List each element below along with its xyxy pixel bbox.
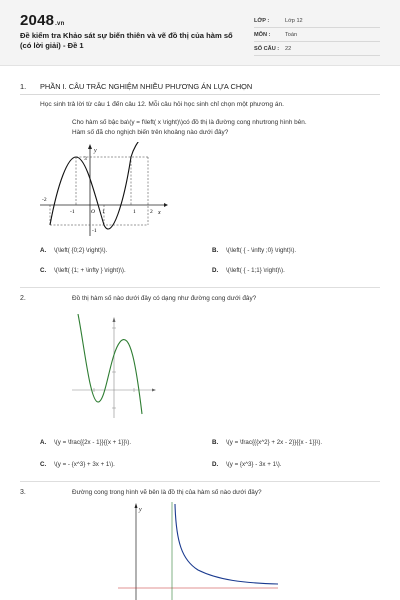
y-axis-arrow xyxy=(135,503,138,508)
cubic-curve xyxy=(78,314,142,414)
option-a[interactable] xyxy=(40,247,107,254)
y-axis-arrow xyxy=(113,317,116,322)
site-logo[interactable] xyxy=(20,12,64,29)
meta-key: SỐ CÂU : xyxy=(254,46,280,52)
question-3-text xyxy=(72,488,262,498)
question-2-graph xyxy=(72,314,156,420)
meta-value: Toán xyxy=(285,32,298,38)
question-line: Hàm số đã cho nghịch biến trên khoảng nào dưới đây? xyxy=(72,129,229,136)
label-origin: O xyxy=(91,209,95,215)
option-text: \(\left( {0;2} \right)\). xyxy=(54,247,108,254)
hyperbola-branch xyxy=(175,504,278,584)
question-divider xyxy=(20,481,380,482)
question-line: Cho hàm số bậc ba\(y = f\left( x \right)\)có đồ thị là đường cong nhưtrong hình bên. xyxy=(72,119,307,126)
question-2-text xyxy=(72,294,256,304)
section-title xyxy=(20,82,252,91)
option-text: \(y = - {x^3} + 3x + 1\). xyxy=(54,461,115,468)
label-minus-2: -2 xyxy=(42,197,47,203)
option-text: \(y = {x^3} - 3x + 1\). xyxy=(226,461,282,468)
document-title: Đề kiểm tra Khảo sát sự biến thiên và vẽ đồ thị của hàm số (có lời giải) - Đề 1 xyxy=(20,31,233,50)
option-c[interactable] xyxy=(40,461,115,468)
question-1-graph xyxy=(38,142,168,238)
meta-row-count xyxy=(254,44,380,56)
meta-value: 22 xyxy=(285,46,292,52)
option-text: \(\left( { - \infty ;0} \right)\). xyxy=(226,247,297,254)
meta-key: LỚP : xyxy=(254,18,270,24)
label-3: 3 xyxy=(84,156,87,162)
question-3-graph xyxy=(118,502,278,600)
option-label: B. xyxy=(212,439,219,446)
label-y: y xyxy=(139,507,142,513)
option-label: B. xyxy=(212,247,219,254)
section-intro: Học sinh trả lời từ câu 1 đến câu 12. Mỗi câu hỏi học sinh chỉ chọn một phương án. xyxy=(40,101,284,108)
section-title-text: PHẦN I. CÂU TRẮC NGHIỆM NHIỀU PHƯƠNG ÁN LỰA CHỌN xyxy=(40,82,253,91)
logo-tld: .vn xyxy=(55,21,65,27)
y-axis-arrow xyxy=(88,144,92,149)
label-1: 1 xyxy=(102,209,105,215)
question-2-number: 2. xyxy=(20,295,26,302)
meta-key: MÔN : xyxy=(254,32,271,38)
label-x: x xyxy=(158,210,161,216)
question-line: Đồ thị hàm số nào dưới đây có dạng như đường cong dưới đây? xyxy=(72,295,257,302)
question-line: Đường cong trong hình vẽ bên là đồ thị của hàm số nào dưới đây? xyxy=(72,489,262,496)
page-header xyxy=(0,0,400,66)
question-divider xyxy=(20,287,380,288)
logo-text: 2048 xyxy=(20,12,55,29)
meta-row-subject xyxy=(254,30,380,42)
option-label: D. xyxy=(212,461,219,468)
option-a[interactable] xyxy=(40,439,131,446)
option-label: C. xyxy=(40,461,47,468)
option-text: \(y = \frac{{{x^2} + 2x - 2}}{{x - 1}}\). xyxy=(226,439,323,446)
x-axis-arrow xyxy=(152,389,156,392)
cubic-curve xyxy=(50,142,141,229)
option-d[interactable] xyxy=(212,461,282,468)
label-minus-1: -1 xyxy=(70,209,75,215)
x-axis-arrow xyxy=(164,203,168,207)
section-divider xyxy=(20,94,380,95)
option-label: C. xyxy=(40,267,47,274)
question-1-text xyxy=(72,118,307,138)
option-b[interactable] xyxy=(212,439,322,446)
option-c[interactable] xyxy=(40,267,126,274)
label-y: y xyxy=(94,148,97,154)
section-number: 1. xyxy=(20,82,27,91)
meta-value: Lớp 12 xyxy=(285,18,303,24)
label-1-axis: 1 xyxy=(133,209,136,215)
option-text: \(\left( { - 1;1} \right)\). xyxy=(226,267,285,274)
option-text: \(y = \frac{{2x - 1}}{{x + 1}}\). xyxy=(54,439,132,446)
option-label: D. xyxy=(212,267,219,274)
meta-row-class xyxy=(254,16,380,28)
label-minus-1-y: -1 xyxy=(92,228,97,234)
option-text: \(\left( {1; + \infty } \right)\). xyxy=(54,267,126,274)
option-label: A. xyxy=(40,247,47,254)
option-b[interactable] xyxy=(212,247,296,254)
option-d[interactable] xyxy=(212,267,285,274)
question-3-number: 3. xyxy=(20,489,26,496)
option-label: A. xyxy=(40,439,47,446)
label-2: 2 xyxy=(150,209,153,215)
